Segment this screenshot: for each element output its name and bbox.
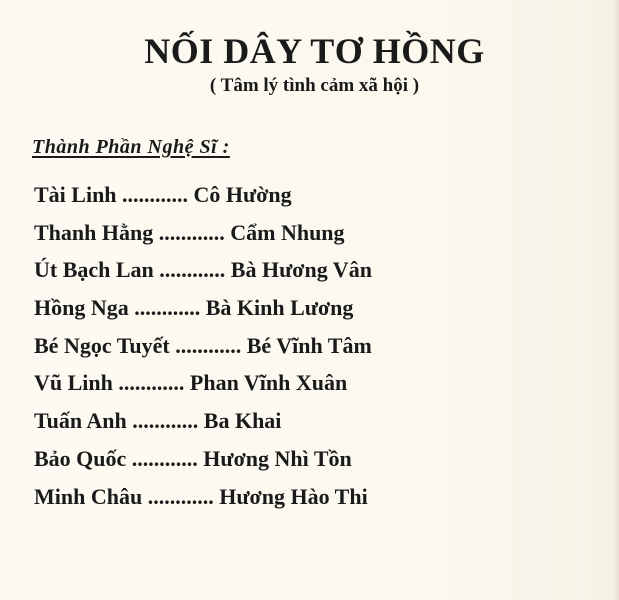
role-name: Ba Khai bbox=[203, 408, 282, 434]
dot-leader: ............ bbox=[169, 332, 247, 358]
cast-row bbox=[34, 478, 372, 516]
cast-row bbox=[34, 251, 372, 289]
page-subtitle: ( Tâm lý tình cảm xã hội ) bbox=[209, 75, 420, 96]
role-name: Cẩm Nhung bbox=[230, 219, 345, 245]
dot-leader: ............ bbox=[142, 483, 220, 509]
role-name: Cô Hường bbox=[193, 182, 292, 207]
artist-name: Bảo Quốc bbox=[34, 445, 127, 471]
artist-name: Út Bạch Lan bbox=[34, 257, 154, 283]
cast-row bbox=[34, 327, 372, 365]
artist-name: Vũ Linh bbox=[34, 370, 113, 396]
dot-leader: ............ bbox=[116, 182, 194, 207]
dot-leader: ............ bbox=[153, 257, 231, 283]
dot-leader: ............ bbox=[153, 219, 231, 245]
cast-heading: Thành Phần Nghệ Sĩ : bbox=[32, 136, 230, 158]
cast-row bbox=[34, 214, 372, 252]
cast-list bbox=[34, 176, 372, 515]
artist-name: Tài Linh bbox=[34, 182, 117, 207]
dot-leader: ............ bbox=[112, 370, 190, 396]
role-name: Bé Vĩnh Tâm bbox=[246, 332, 372, 358]
role-name: Bà Kinh Lương bbox=[205, 295, 354, 321]
cast-row bbox=[34, 289, 372, 327]
role-name: Hương Hào Thi bbox=[219, 483, 368, 509]
dot-leader: ............ bbox=[128, 295, 206, 321]
cast-row bbox=[34, 176, 372, 214]
dot-leader: ............ bbox=[126, 408, 204, 434]
artist-name: Minh Châu bbox=[34, 483, 143, 509]
dot-leader: ............ bbox=[126, 445, 204, 471]
artist-name: Hồng Nga bbox=[34, 295, 129, 321]
role-name: Phan Vĩnh Xuân bbox=[189, 370, 348, 396]
role-name: Hương Nhì Tồn bbox=[203, 445, 352, 471]
cast-row bbox=[34, 440, 372, 478]
cast-row bbox=[34, 402, 372, 440]
artist-name: Tuấn Anh bbox=[34, 408, 127, 434]
role-name: Bà Hương Vân bbox=[230, 257, 372, 283]
artist-name: Thanh Hằng bbox=[34, 219, 154, 245]
page-title: NỐI DÂY TƠ HỒNG bbox=[144, 31, 485, 71]
artist-name: Bé Ngọc Tuyết bbox=[34, 332, 170, 358]
cast-row bbox=[34, 364, 372, 402]
